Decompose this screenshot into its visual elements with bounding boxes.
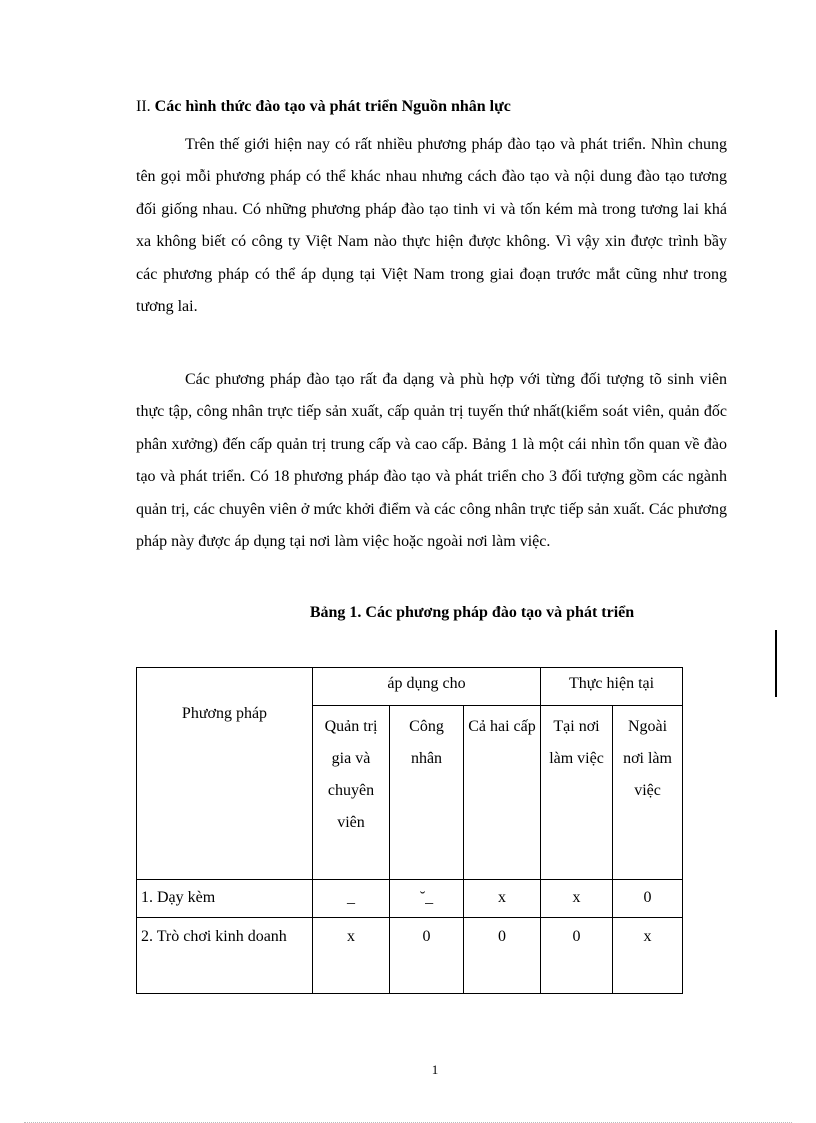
header-method: Phương pháp bbox=[137, 668, 313, 880]
page-number: 1 bbox=[431, 1062, 439, 1077]
table-cell: x bbox=[313, 918, 390, 994]
section-number: II. bbox=[136, 98, 155, 115]
table-cell: 0 bbox=[541, 918, 613, 994]
table-cell: 0 bbox=[390, 918, 464, 994]
table-cell: x bbox=[613, 918, 683, 994]
table-header-row bbox=[137, 668, 683, 706]
row-method: 1. Dạy kèm bbox=[137, 880, 313, 918]
table-cell: 0 bbox=[464, 918, 541, 994]
table-row bbox=[137, 918, 683, 994]
table-cell: x bbox=[464, 880, 541, 918]
margin-bar bbox=[775, 630, 777, 697]
subheader-on-site: Tại nơi làm việc bbox=[541, 706, 613, 880]
table-row bbox=[137, 880, 683, 918]
paragraph-2: Các phương pháp đào tạo rất đa dạng và phù hợp với từng đối tượng tõ sinh viên thực tập, công nhân trực tiếp sản xuất, cấp quản trị tuyến thứ nhất(kiểm soát viên, quản đốc phân xưởng) đến cấp quản trị trung cấp và cao cấp. Bảng 1 là một cái nhìn tổn quan về đào tạo và phát triển. Có 18 phương pháp đào tạo và phát triển cho 3 đối tượng gồm các ngành quản trị, các chuyên viên ở mức khởi điểm và các công nhân trực tiếp sản xuất. Các phương pháp này được áp dụng tại nơi làm việc hoặc ngoài nơi làm việc. bbox=[136, 371, 727, 551]
subheader-off-site: Ngoài nơi làm việc bbox=[613, 706, 683, 880]
paragraph-1: Trên thế giới hiện nay có rất nhiều phương pháp đào tạo và phát triển. Nhìn chung tên gọi mỗi phương pháp có thể khác nhau nhưng cách đào tạo và nội dung đào tạo tương đối giống nhau. Có những phương pháp đào tạo tinh vi và tốn kém mà trong tương lai khá xa không biết có công ty Việt Nam nào thực hiện được không. Vì vậy xin được trình bầy các phương pháp có thể áp dụng tại Việt Nam trong giai đoạn trước mắt cũng như trong tương lai. bbox=[136, 136, 727, 316]
row-method: 2. Trò chơi kinh doanh bbox=[137, 918, 313, 994]
section-title: Các hình thức đào tạo và phát triển Nguồn nhân lực bbox=[154, 98, 511, 115]
subheader-both: Cả hai cấp bbox=[464, 706, 541, 880]
subheader-managers: Quản trị gia và chuyên viên bbox=[313, 706, 390, 880]
header-performed-at: Thực hiện tại bbox=[541, 668, 683, 706]
section-heading bbox=[136, 96, 736, 118]
table-cell: 0 bbox=[613, 880, 683, 918]
methods-table bbox=[136, 667, 683, 994]
header-apply-for: áp dụng cho bbox=[313, 668, 541, 706]
table-caption: Bảng 1. Các phương pháp đào tạo và phát triển bbox=[309, 604, 635, 621]
table-cell: ˘_ bbox=[390, 880, 464, 918]
subheader-workers: Công nhân bbox=[390, 706, 464, 880]
table-cell: _ bbox=[313, 880, 390, 918]
table-cell: x bbox=[541, 880, 613, 918]
